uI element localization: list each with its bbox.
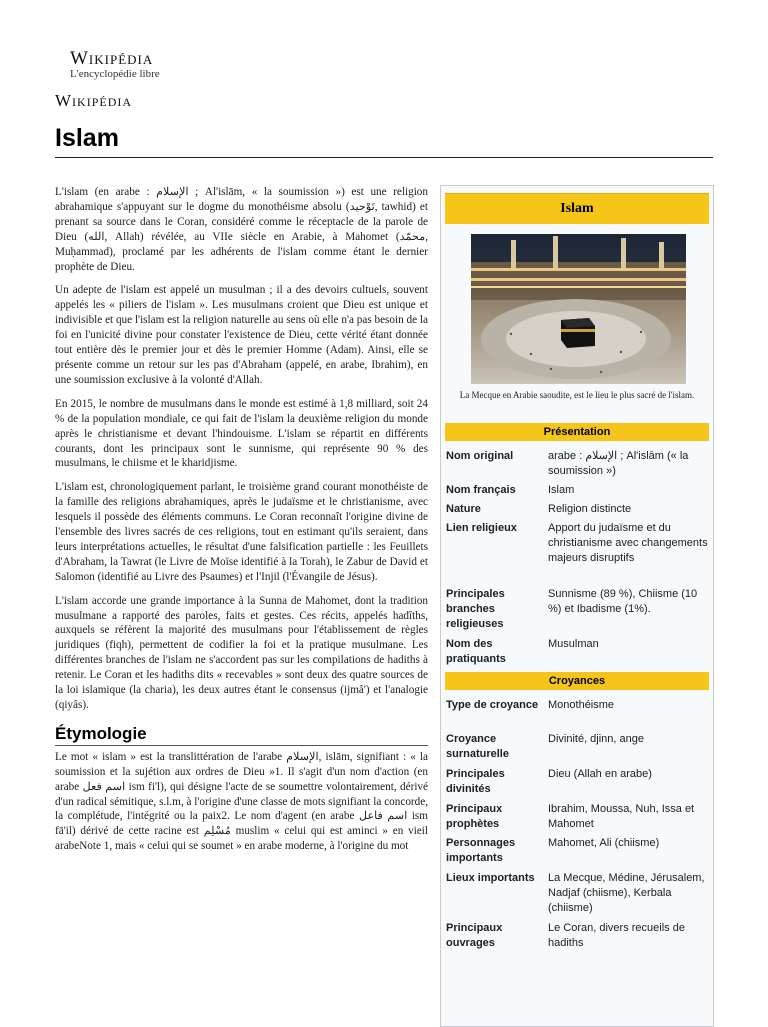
infobox-value: La Mecque, Médine, Jérusalem, Nadjaf (chiisme), Kerbala (chiisme): [548, 872, 705, 914]
article-paragraph-intro: L'islam (en arabe : الإسلام ; Al'islām, « la soumission ») est une religion abrahamique s'appuyant sur le dogme du monothéisme absolu (تَوْحيد, tawhid) et prenant sa source dans le Coran, considéré comme le réceptacle de la parole de Dieu (الله, Allah) révélée, au VIIe siècle en Arabie, à Mahomet (محمّد, Muḥammad), proclamé par les adhérents de l'islam comme étant le dernier prophète de Dieu.: [55, 186, 429, 273]
logo-wordmark: Wikipédia: [70, 48, 154, 69]
infobox-label: Nom français: [446, 484, 516, 496]
kaaba-photo[interactable]: [471, 234, 686, 384]
article-paragraph-demography: En 2015, le nombre de musulmans dans le monde est estimé à 1,8 milliard, soit 24 % de la population mondiale, ce qui fait de l'islam la deuxième religion du monde après le christianisme et devant l'hindouisme. L'islam se répartit en différents courants, dont les principaux sont le sunnisme, qui représente 90 % des musulmans, le chiisme et le kharidjisme.: [55, 397, 428, 470]
infobox-value: Apport du judaïsme et du christianisme avec changements majeurs disruptifs: [548, 522, 708, 564]
infobox-label: Principaux ouvrages: [446, 922, 503, 949]
header-wordmark: Wikipédia: [55, 91, 133, 110]
infobox-value: Divinité, djinn, ange: [548, 733, 645, 745]
infobox-value: Le Coran, divers recueils de hadiths: [548, 922, 685, 949]
infobox-label: Principaux prophètes: [446, 803, 503, 830]
infobox-value: arabe : الإسلام ; Al'islām (« la soumission »): [548, 450, 689, 477]
infobox-label: Nom original: [446, 450, 514, 462]
page-title: Islam: [55, 124, 119, 152]
section-heading-etymologie: Étymologie: [55, 727, 428, 746]
infobox-label: Principales divinités: [446, 768, 505, 795]
article-paragraph-adepts: Un adepte de l'islam est appelé un musulman ; il a des devoirs cultuels, souvent appelés les « piliers de l'islam ». Les musulmans croient que Dieu est unique et indivisible et que l'islam est la religion naturelle au sens où elle n'a pas besoin de la foi en l'unicité divine pour constater l'existence de Dieu, cette vérité étant donnée tout entière dès le premier jour et dès le premier Homme (Adam). Ainsi, elle se présente comme un retour sur les pas d'Abraham (appelé, en arabe, Ibrahim), en une soumission exclusive à la volonté d'Allah.: [55, 284, 428, 386]
article-paragraph-abrahamic: L'islam est, chronologiquement parlant, le troisième grand courant monothéiste de la famille des religions abrahamiques, après le judaïsme et le christianisme, avec lesquels il possède des éléments communs. Le Coran reconnaît l'origine divine de l'ensemble des livres sacrés de ces religions, tout en estimant qu'ils seraient, dans leurs interprétations actuelles, le résultat d'une falsification partielle : les Feuillets d'Abraham, la Tawrat (le Livre de Moïse identifié à la Torah), le Zabur de David et Salomon (identifié au Livre des Psaumes) et l'Injil (l'Évangile de Jésus).: [55, 481, 428, 583]
title-divider: [55, 157, 713, 158]
infobox-value: Musulman: [548, 638, 599, 650]
infobox-value: Monothéisme: [548, 699, 615, 711]
infobox-label: Lien religieux: [446, 522, 517, 534]
infobox-value: Dieu (Allah en arabe): [548, 768, 652, 780]
infobox-label: Lieux importants: [446, 872, 535, 884]
article-paragraph-etymology: Le mot « islam » est la translittération de l'arabe الإسلام, islām, signifiant : « la soumission et la sujétion aux ordres de Dieu »1. Il s'agit d'un nom d'action (en arabe اسم فعل ism fi'l), qui désigne l'acte de se soumettre volontairement, dérivé d'un radical sémitique, s.l.m, à l'origine d'une classe de mots signifiant la concorde, la complétude, l'intégrité ou la paix2. Le nom d'agent (en arabe اسم فاعل ism fā'il) dérivé de cette racine est مُسْلِم muslim « celui qui est aminci » en vieil arabeNote 1, mais « celui qui se soumet » en arabe moderne, à l'origine du mot: [55, 750, 429, 853]
wikipedia-logo[interactable]: [70, 48, 160, 80]
infobox-value: Islam: [548, 484, 575, 496]
image-caption: La Mecque en Arabie saoudite, est le lieu le plus sacré de l'islam.: [459, 390, 695, 400]
infobox-label: Croyance surnaturelle: [446, 733, 509, 760]
section-header-presentation: Présentation: [445, 423, 709, 441]
infobox-value: Ibrahim, Moussa, Nuh, Issa et Mahomet: [548, 803, 695, 830]
infobox-label: Personnages importants: [446, 837, 516, 864]
infobox-label: Type de croyance: [446, 699, 539, 711]
infobox-value: Religion distincte: [548, 503, 632, 515]
kaaba-photo-illustration: [471, 234, 686, 384]
infobox-label: Nature: [446, 503, 481, 515]
infobox-label: Nom des pratiquants: [446, 638, 506, 665]
infobox-title: Islam: [445, 193, 709, 224]
logo-tagline: L'encyclopédie libre: [70, 68, 160, 80]
article-body: [55, 185, 428, 863]
infobox-value: Sunnisme (89 %), Chiisme (10 %) et Ibadisme (1%).: [548, 588, 698, 615]
section-header-croyances: Croyances: [445, 672, 709, 690]
article-paragraph-sunna: L'islam accorde une grande importance à la Sunna de Mahomet, dont la tradition musulmane a rapporté des paroles, faits et gestes. Ces récits, appelés hadîths, auxquels se réfèrent la majorité des musulmans pour l'établissement de règles juridiques (fiqh), permettent de codifier la foi et la pratique musulmane. Les différentes branches de l'islam ne s'accordent pas sur les compilations de hadiths à retenir. Le Coran et les hadiths dits « recevables » sont deux des quatre sources de la loi islamique (la charia), les deux autres étant le consensus (ijmâ') et l'analogie (qiyâs).: [55, 594, 428, 711]
infobox: [440, 185, 714, 1027]
infobox-value: Mahomet, Ali (chiisme): [548, 837, 660, 849]
infobox-label: Principales branches religieuses: [446, 588, 505, 630]
